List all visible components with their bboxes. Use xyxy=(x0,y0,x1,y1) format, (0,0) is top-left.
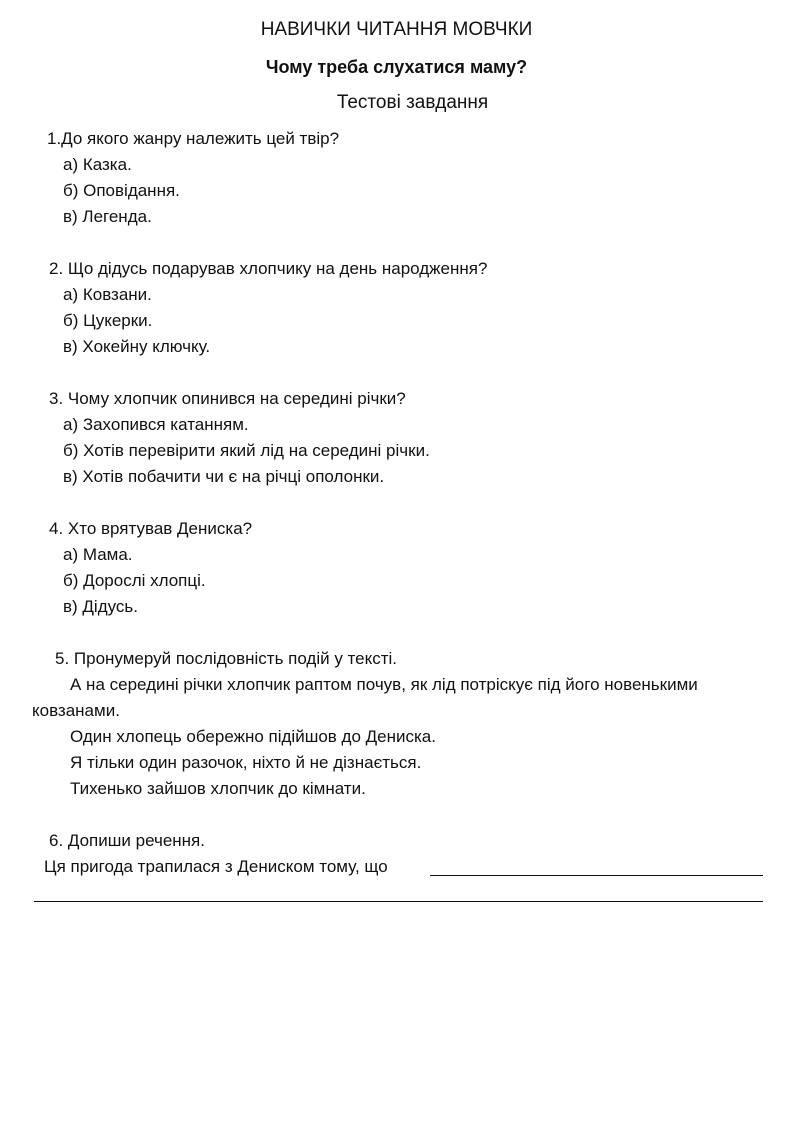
question-1: 1.До якого жанру належить цей твір? xyxy=(47,129,340,148)
task-5-event-1-continued: ковзанами. xyxy=(32,701,120,720)
task-5-event-2: Один хлопець обережно підійшов до Дениска. xyxy=(70,727,436,746)
answer-line-1 xyxy=(430,875,763,876)
task-5-event-3: Я тільки один разочок, ніхто й не дізнається. xyxy=(70,753,422,772)
task-6-sentence: Ця пригода трапилася з Дениском тому, що xyxy=(44,857,388,876)
question-3-option-a: а) Захопився катанням. xyxy=(63,415,249,434)
question-2-option-c: в) Хокейну ключку. xyxy=(63,337,211,356)
question-1-option-c: в) Легенда. xyxy=(63,207,152,226)
task-5-event-1: А на середині річки хлопчик раптом почув, як лід потріскує під його новенькими xyxy=(70,675,698,694)
question-3: 3. Чому хлопчик опинився на середині річки? xyxy=(49,389,406,408)
story-title: Чому треба слухатися маму? xyxy=(265,57,528,77)
answer-line-2 xyxy=(34,901,763,902)
section-heading: Тестові завдання xyxy=(336,92,489,113)
question-4-option-b: б) Дорослі хлопці. xyxy=(63,571,206,590)
question-4-option-a: а) Мама. xyxy=(63,545,133,564)
question-3-option-b: б) Хотів перевірити який лід на середині річки. xyxy=(63,441,430,460)
question-4-option-c: в) Дідусь. xyxy=(63,597,139,616)
question-4: 4. Хто врятував Дениска? xyxy=(49,519,253,538)
question-2: 2. Що дідусь подарував хлопчику на день народження? xyxy=(49,259,488,278)
question-1-option-a: а) Казка. xyxy=(63,155,132,174)
question-2-option-a: а) Ковзани. xyxy=(63,285,152,304)
task-5-heading: 5. Пронумеруй послідовність подій у тексті. xyxy=(55,649,398,668)
question-2-option-b: б) Цукерки. xyxy=(63,311,153,330)
worksheet-title: НАВИЧКИ ЧИТАННЯ МОВЧКИ xyxy=(260,19,533,40)
task-6-heading: 6. Допиши речення. xyxy=(49,831,205,850)
task-5-event-4: Тихенько зайшов хлопчик до кімнати. xyxy=(70,779,366,798)
question-3-option-c: в) Хотів побачити чи є на річці ополонки. xyxy=(63,467,385,486)
question-1-option-b: б) Оповідання. xyxy=(63,181,180,200)
